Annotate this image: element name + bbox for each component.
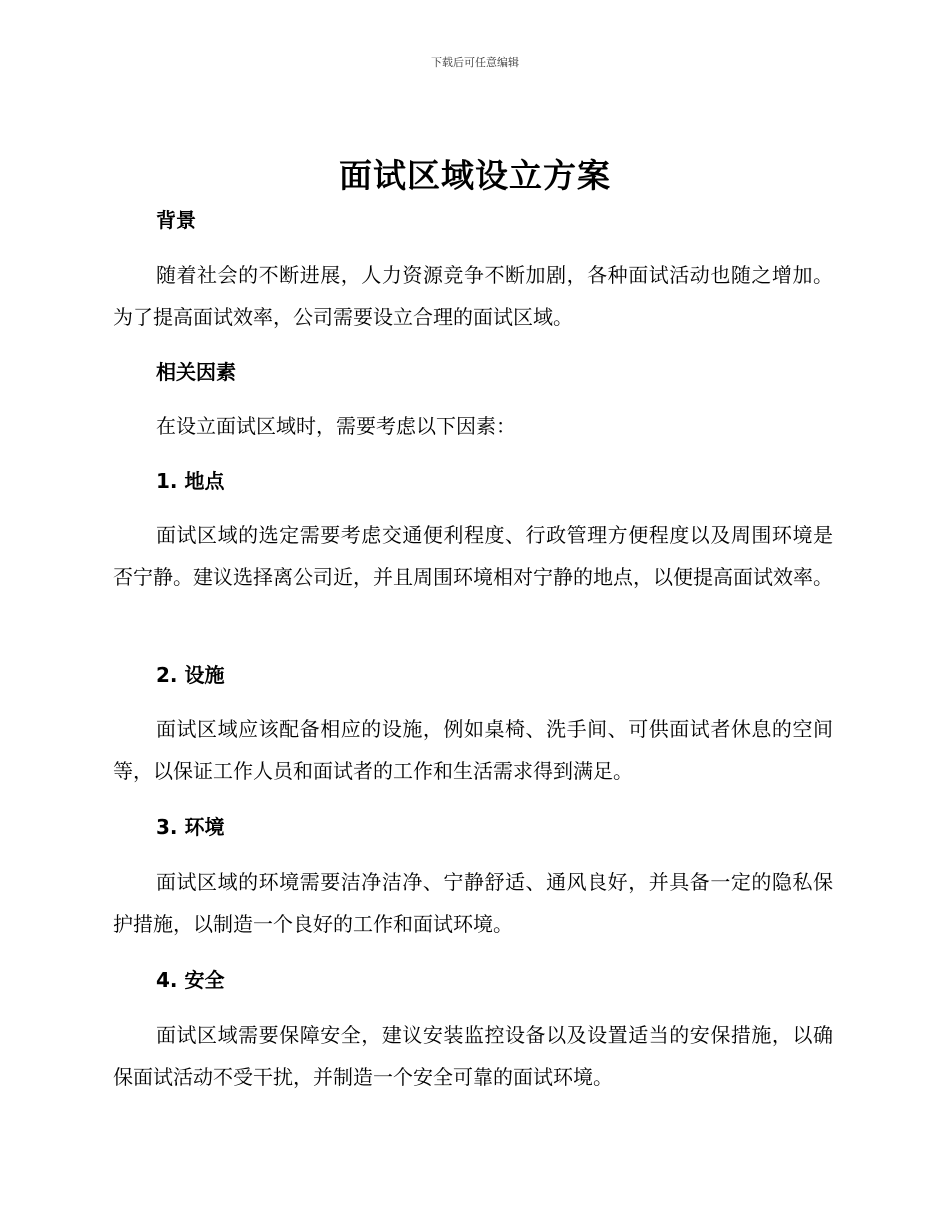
document-title: 面试区域设立方案	[339, 156, 611, 195]
section-factors-body	[113, 405, 833, 447]
section-location-body	[113, 514, 833, 598]
section-paragraph: 面试区域应该配备相应的设施，例如桌椅、洗手间、可供面试者休息的空间等，以保证工作人员和面试者的工作和生活需求得到满足。	[113, 717, 833, 783]
section-location	[113, 467, 833, 495]
section-facilities	[113, 661, 833, 689]
section-paragraph: 面试区域需要保障安全，建议安装监控设备以及设置适当的安保措施，以确保面试活动不受干扰，并制造一个安全可靠的面试环境。	[113, 1023, 833, 1089]
section-factors	[113, 358, 833, 386]
section-background	[113, 206, 833, 234]
section-paragraph: 随着社会的不断进展，人力资源竞争不断加剧，各种面试活动也随之增加。为了提高面试效率，公司需要设立合理的面试区域。	[113, 263, 833, 329]
section-paragraph: 面试区域的环境需要洁净洁净、宁静舒适、通风良好，并具备一定的隐私保护措施，以制造一个良好的工作和面试环境。	[113, 870, 833, 936]
header-note: 下载后可任意编辑	[431, 56, 519, 69]
section-heading: 背景	[156, 208, 196, 232]
section-safety	[113, 966, 833, 994]
section-safety-body	[113, 1014, 833, 1098]
section-environment	[113, 813, 833, 841]
section-paragraph: 面试区域的选定需要考虑交通便利程度、行政管理方便程度以及周围环境是否宁静。建议选择离公司近，并且周围环境相对宁静的地点，以便提高面试效率。	[113, 523, 833, 589]
section-facilities-body	[113, 708, 833, 792]
section-heading: 相关因素	[156, 360, 236, 384]
section-heading: 3. 环境	[156, 815, 225, 839]
section-heading: 2. 设施	[156, 663, 225, 687]
section-heading: 1. 地点	[156, 469, 225, 493]
section-environment-body	[113, 861, 833, 945]
section-background-body	[113, 254, 833, 338]
section-paragraph: 在设立面试区域时，需要考虑以下因素：	[156, 414, 516, 438]
section-heading: 4. 安全	[156, 968, 225, 992]
